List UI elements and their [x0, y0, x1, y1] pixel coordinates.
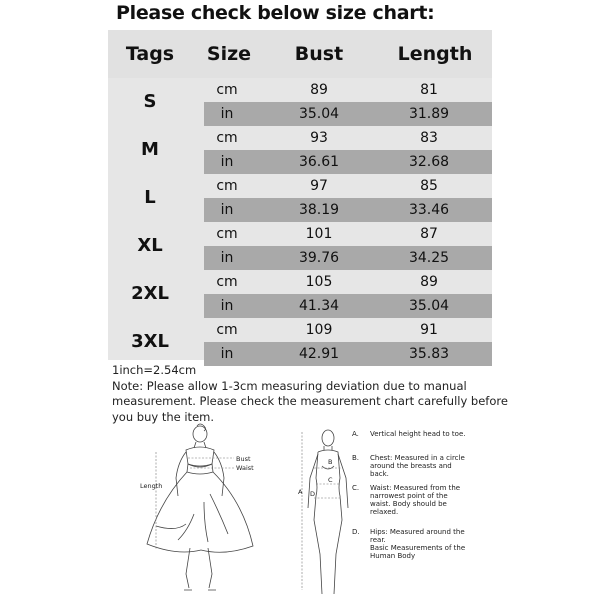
size-chart-table — [108, 30, 492, 360]
unit-cell: cm — [216, 130, 238, 146]
body-letter-a: A — [298, 488, 303, 496]
unit-cell: in — [220, 346, 234, 362]
table-row-in — [204, 246, 492, 270]
body-letter-d: D — [310, 490, 316, 498]
length-cell: 34.25 — [408, 250, 450, 266]
table-row-in — [204, 102, 492, 126]
size-tag: L — [144, 187, 156, 208]
bust-cell: 35.04 — [298, 106, 340, 122]
notes — [112, 363, 508, 425]
header-length: Length — [397, 43, 473, 65]
header-bust: Bust — [294, 43, 344, 65]
table-row-cm — [204, 126, 492, 150]
table-row-in — [204, 294, 492, 318]
dress-figure-illustration — [138, 422, 298, 594]
table-header — [108, 30, 492, 78]
unit-cell: cm — [216, 322, 238, 338]
body-figure-illustration — [296, 428, 356, 596]
unit-cell: cm — [216, 226, 238, 242]
note-line-3: you buy the item. — [112, 409, 215, 424]
bust-cell: 38.19 — [298, 202, 340, 218]
note-line-2: measurement. Please check the measurement chart carefully before — [112, 394, 508, 408]
bust-cell: 93 — [310, 130, 328, 146]
table-row-cm — [204, 174, 492, 198]
length-cell: 89 — [420, 274, 438, 290]
bust-cell: 39.76 — [298, 250, 340, 266]
page-title: Please check below size chart: — [116, 2, 435, 24]
length-cell: 83 — [420, 130, 438, 146]
unit-cell: in — [220, 298, 234, 314]
body-letter-b: B — [328, 458, 333, 466]
size-tag: M — [141, 139, 159, 160]
table-row-cm — [204, 318, 492, 342]
table-row-cm — [204, 222, 492, 246]
size-tag: 3XL — [131, 331, 169, 352]
length-cell: 31.89 — [408, 106, 450, 122]
length-cell: 33.46 — [408, 202, 450, 218]
dress-label-bust: Bust — [236, 455, 251, 463]
unit-cell: in — [220, 202, 234, 218]
length-cell: 35.04 — [408, 298, 450, 314]
unit-cell: in — [220, 154, 234, 170]
length-cell: 87 — [420, 226, 438, 242]
unit-cell: cm — [216, 82, 238, 98]
size-tag: 2XL — [131, 283, 169, 304]
bust-cell: 97 — [310, 178, 328, 194]
length-cell: 81 — [420, 82, 438, 98]
length-cell: 32.68 — [408, 154, 450, 170]
conversion-note: 1inch=2.54cm — [112, 363, 197, 377]
length-cell: 35.83 — [408, 346, 450, 362]
bust-cell: 101 — [305, 226, 333, 242]
size-tag: S — [143, 91, 157, 112]
header-size: Size — [206, 43, 252, 65]
length-cell: 85 — [420, 178, 438, 194]
table-row-in — [204, 150, 492, 174]
unit-cell: in — [220, 106, 234, 122]
note-line-1: Note: Please allow 1-3cm measuring deviation due to manual — [112, 378, 467, 393]
bust-cell: 42.91 — [298, 346, 340, 362]
unit-cell: cm — [216, 178, 238, 194]
table-row-cm — [204, 78, 492, 102]
dress-label-waist: Waist — [236, 464, 254, 472]
length-cell: 91 — [420, 322, 438, 338]
unit-cell: cm — [216, 274, 238, 290]
bust-cell: 36.61 — [298, 154, 340, 170]
table-row-cm — [204, 270, 492, 294]
bust-cell: 105 — [305, 274, 333, 290]
unit-cell: in — [220, 250, 234, 266]
header-tags: Tags — [125, 43, 175, 65]
dress-label-length: Length — [140, 482, 163, 490]
bust-cell: 41.34 — [298, 298, 340, 314]
size-tag: XL — [137, 235, 163, 256]
table-row-in — [204, 198, 492, 222]
bust-cell: 89 — [310, 82, 328, 98]
bust-cell: 109 — [305, 322, 333, 338]
body-letter-c: C — [328, 476, 333, 484]
